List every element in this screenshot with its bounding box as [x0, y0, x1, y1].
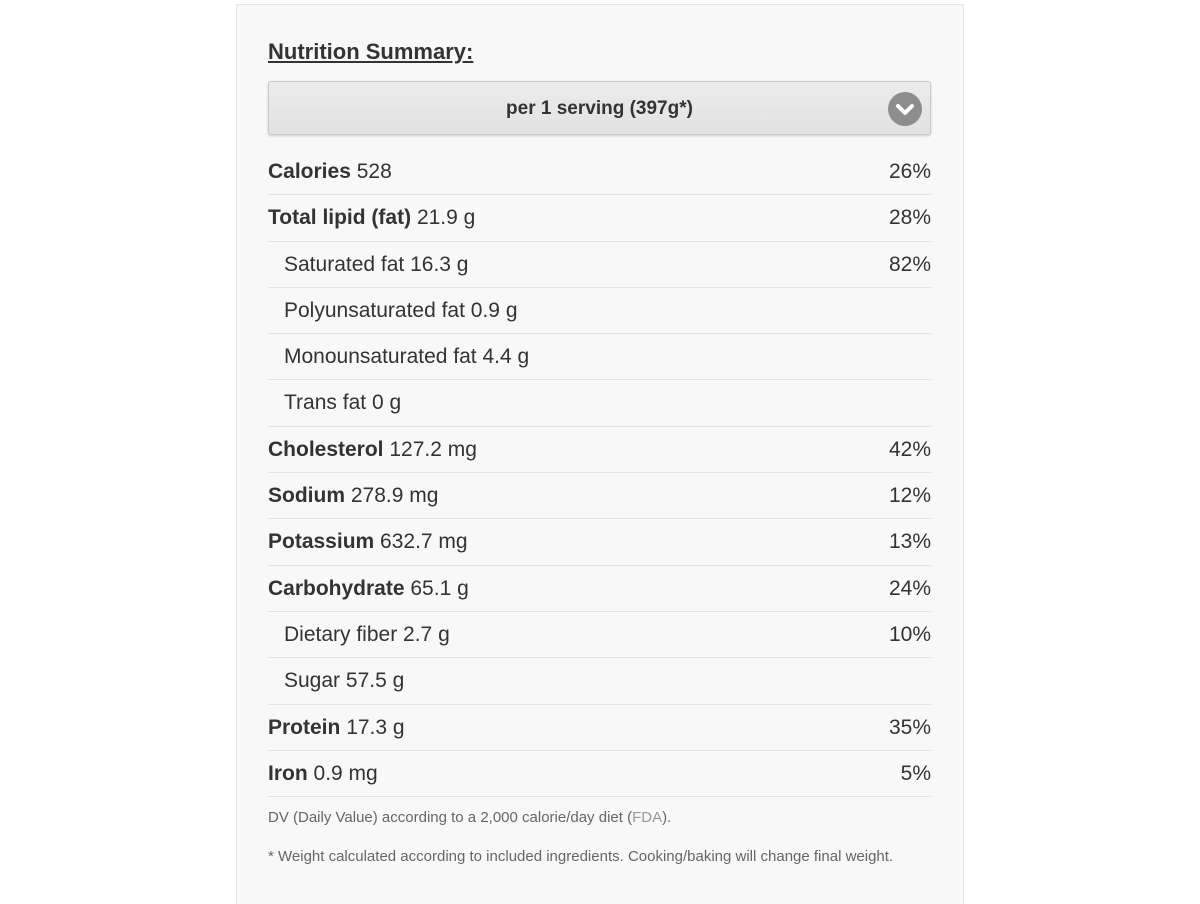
nutrient-daily-value: 5%	[900, 761, 931, 785]
footnotes	[268, 809, 931, 865]
nutrient-daily-value: 82%	[888, 252, 931, 276]
nutrient-amount: 528	[356, 160, 392, 183]
serving-size-value: per 1 serving (397g*)	[506, 98, 693, 119]
nutrient-daily-value: 26%	[888, 160, 931, 183]
nutrient-row-monounsaturated-fat	[268, 334, 931, 380]
nutrient-name: Protein	[268, 715, 341, 739]
nutrient-name: Calories	[268, 160, 351, 183]
nutrient-amount: 21.9 g	[416, 206, 476, 230]
nutrient-row-calories	[268, 149, 931, 195]
chevron-down-icon[interactable]	[888, 92, 922, 126]
nutrient-amount: 0.9 g	[470, 298, 518, 322]
nutrient-row-carbohydrate	[268, 566, 931, 612]
nutrient-name: Saturated fat	[284, 252, 405, 276]
nutrient-name: Total lipid (fat)	[268, 206, 412, 230]
nutrient-daily-value: 24%	[888, 576, 931, 600]
nutrient-row-polyunsaturated-fat	[268, 288, 931, 334]
page-title: Nutrition Summary:	[268, 39, 474, 64]
nutrient-name: Carbohydrate	[268, 576, 405, 600]
daily-value-note	[268, 809, 931, 826]
daily-value-note-text: DV (Daily Value) according to a 2,000 calorie/day diet (	[268, 809, 633, 826]
nutrient-daily-value: 13%	[888, 530, 931, 554]
nutrient-row-iron	[268, 751, 931, 797]
nutrient-name: Monounsaturated fat	[284, 345, 477, 369]
nutrient-name: Polyunsaturated fat	[284, 298, 465, 322]
nutrient-amount: 4.4 g	[482, 345, 530, 369]
nutrient-daily-value: 35%	[888, 715, 931, 739]
nutrient-amount: 2.7 g	[403, 622, 450, 646]
nutrient-name: Cholesterol	[268, 437, 384, 461]
nutrient-row-dietary-fiber	[268, 612, 931, 658]
daily-value-note-end: ).	[662, 809, 672, 826]
nutrient-amount: 0.9 mg	[313, 761, 378, 785]
nutrient-amount: 127.2 mg	[389, 437, 477, 461]
nutrient-daily-value: 28%	[888, 206, 931, 230]
nutrient-amount: 0 g	[371, 391, 402, 415]
nutrient-name: Iron	[268, 761, 308, 785]
nutrient-amount: 57.5 g	[345, 669, 405, 693]
nutrient-name: Sodium	[268, 484, 345, 508]
weight-note: * Weight calculated according to included ingredients. Cooking/baking will change final weight.	[268, 848, 894, 865]
nutrient-daily-value: 12%	[888, 484, 931, 508]
nutrient-row-saturated-fat	[268, 242, 931, 288]
nutrient-row-potassium	[268, 519, 931, 565]
nutrient-name: Sugar	[284, 669, 341, 693]
nutrient-row-trans-fat	[268, 380, 931, 426]
nutrient-row-total-lipid	[268, 195, 931, 241]
nutrition-card	[236, 4, 964, 904]
nutrient-name: Potassium	[268, 530, 375, 554]
nutrient-amount: 17.3 g	[346, 715, 405, 739]
nutrient-row-cholesterol	[268, 427, 931, 473]
nutrient-row-sugar	[268, 658, 931, 704]
nutrient-amount: 65.1 g	[410, 576, 469, 600]
nutrient-row-protein	[268, 705, 931, 751]
nutrient-amount: 632.7 mg	[380, 530, 468, 554]
nutrient-amount: 16.3 g	[410, 252, 469, 276]
serving-size-select[interactable]	[268, 81, 931, 135]
nutrient-name: Trans fat	[284, 391, 367, 415]
nutrient-list	[268, 149, 931, 797]
nutrient-daily-value: 10%	[888, 622, 931, 646]
nutrient-daily-value: 42%	[888, 437, 931, 461]
nutrient-name: Dietary fiber	[284, 622, 398, 646]
nutrient-row-sodium	[268, 473, 931, 519]
fda-link[interactable]: FDA	[632, 809, 663, 826]
nutrient-amount: 278.9 mg	[350, 484, 439, 508]
